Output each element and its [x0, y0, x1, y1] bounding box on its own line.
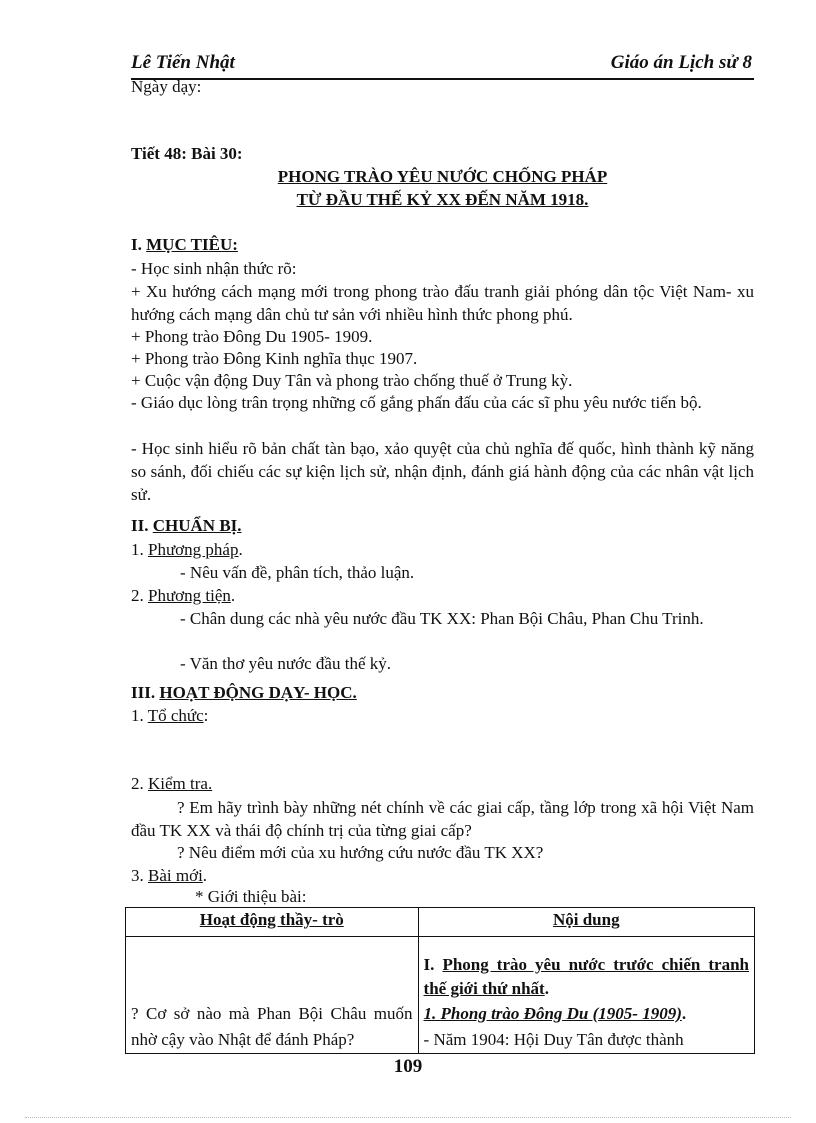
means-text: - Chân dung các nhà yêu nước đầu TK XX: Phan Bội Châu, Phan Chu Trinh. [180, 609, 704, 628]
row2-right-title-text: 1. Phong trào Đông Du (1905- 1909) [423, 1004, 682, 1023]
col2-header-cell [418, 908, 754, 937]
method-text: - Nêu vấn đề, phân tích, thảo luận. [180, 563, 415, 582]
footer-divider [25, 1117, 791, 1118]
intro-line: * Giới thiệu bài: [195, 887, 307, 906]
table-cell-left-2 [126, 1001, 419, 1054]
header-author: Lê Tiến Nhật [131, 52, 235, 73]
section-2-heading [131, 515, 242, 537]
objective-line-7: - Học sinh hiểu rõ bản chất tàn bạo, xảo quyệt của chủ nghĩa đế quốc, hình thành kỹ năng so sánh, đối chiếu các sự kiện lịch sử, nhận định, đánh giá hành động của các nhân vật lịch sử. [131, 439, 754, 504]
section-1-number: I. [131, 235, 142, 254]
method-title: Phương pháp [148, 540, 239, 559]
date-label: Ngày dạy: [131, 77, 202, 96]
check-number: 2. [131, 774, 144, 793]
title-line-2: TỪ ĐẦU THẾ KỶ XX ĐẾN NĂM 1918. [296, 190, 589, 209]
section-2-number: II. [131, 516, 149, 535]
check-title: Kiểm tra. [148, 774, 213, 793]
section-3-title: HOẠT ĐỘNG DẠY- HỌC. [159, 683, 357, 702]
means-heading [131, 585, 235, 607]
table-cell-right-2 [418, 1001, 754, 1054]
table-cell-right-1 [418, 937, 754, 1002]
means-text-2: - Văn thơ yêu nước đầu thế kỷ. [180, 654, 391, 673]
section-2-title: CHUẨN BỊ. [152, 516, 242, 535]
lesson-number: Tiết 48: Bài 30: [131, 144, 243, 163]
new-lesson-title: Bài mới [148, 866, 203, 885]
section-3-number: III. [131, 683, 156, 702]
objective-line-1: - Học sinh nhận thức rõ: [131, 259, 297, 278]
row1-right-number: I. [423, 955, 435, 974]
col2-header: Nội dung [552, 910, 620, 929]
organization-colon: : [203, 706, 209, 725]
new-lesson-number: 3. [131, 866, 144, 885]
table-row [126, 1001, 755, 1054]
objective-line-3: + Phong trào Đông Du 1905- 1909. [131, 327, 373, 346]
table-row [126, 937, 755, 1002]
title-line-1: PHONG TRÀO YÊU NƯỚC CHỐNG PHÁP [277, 167, 608, 186]
row2-left-question: ? Cơ sở nào mà Phan Bội Châu muốn nhờ cậy vào Nhật để đánh Pháp? [131, 1004, 413, 1049]
check-question-1: ? Em hãy trình bày những nét chính về các giai cấp, tầng lớp trong xã hội Việt Nam đầu TK XX và thái độ chính trị của từng giai cấp? [131, 798, 754, 840]
row1-right-dot: . [544, 979, 549, 998]
objective-line-5: + Cuộc vận động Duy Tân và phong trào chống thuế ở Trung kỳ. [131, 371, 573, 390]
row2-right-title [424, 1001, 749, 1027]
organization-heading [131, 705, 208, 727]
new-lesson-heading [131, 865, 207, 887]
section-1-title: MỤC TIÊU: [146, 235, 238, 254]
col1-header: Hoạt động thầy- trò [199, 910, 344, 929]
table-cell-left-1 [126, 937, 419, 1002]
objective-line-6: - Giáo dục lòng trân trọng những cố gắng phấn đấu của các sĩ phu yêu nước tiến bộ. [131, 393, 702, 412]
header-subject: Giáo án Lịch sử 8 [610, 52, 752, 73]
check-heading [131, 773, 212, 795]
method-number: 1. [131, 540, 144, 559]
row2-right-text: - Năm 1904: Hội Duy Tân được thành [423, 1030, 684, 1049]
col1-header-cell [126, 908, 419, 937]
lesson-table [125, 907, 755, 1054]
organization-number: 1. [131, 706, 144, 725]
table-header-row [126, 908, 755, 937]
means-dot: . [230, 586, 236, 605]
new-lesson-dot: . [202, 866, 208, 885]
check-question-2: ? Nêu điểm mới của xu hướng cứu nước đầu TK XX? [177, 843, 544, 862]
method-dot: . [238, 540, 243, 559]
method-heading [131, 539, 243, 561]
page-header [131, 50, 754, 80]
page-number: 109 [393, 1056, 423, 1077]
means-number: 2. [131, 586, 144, 605]
objective-line-4: + Phong trào Đông Kinh nghĩa thục 1907. [131, 349, 418, 368]
row1-right-title: Phong trào yêu nước trước chiến tranh thế giới thứ nhất [423, 955, 750, 998]
means-title: Phương tiện [148, 586, 231, 605]
row2-right-title-dot: . [681, 1004, 687, 1023]
section-1-heading [131, 234, 238, 256]
organization-title: Tổ chức [147, 706, 204, 725]
section-3-heading [131, 682, 357, 704]
objective-line-2: + Xu hướng cách mạng mới trong phong trào đấu tranh giải phóng dân tộc Việt Nam- xu hướng cách mạng dân chủ tư sản với nhiều hình thức phong phú. [131, 282, 754, 324]
